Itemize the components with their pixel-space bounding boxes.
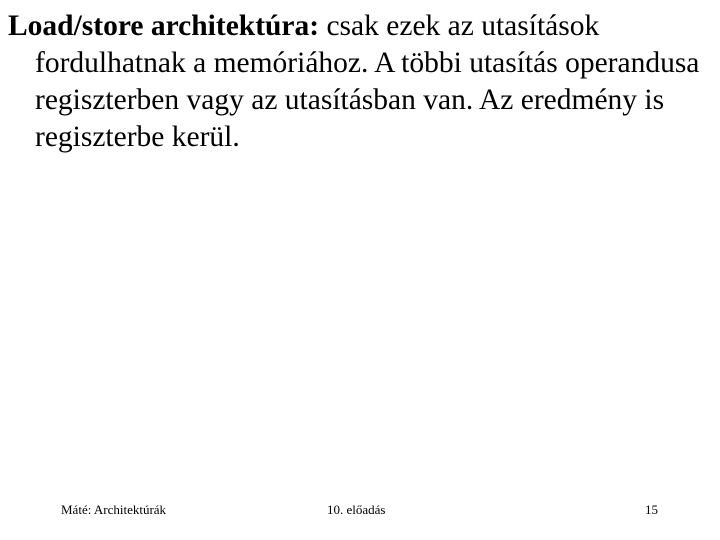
definition-paragraph — [8, 8, 708, 156]
definition-text: csak ezek az utasítások fordulhatnak a memóriához. A többi utasítás operandusa regiszterben vagy az utasításban van. Az eredmény is regiszterbe kerül. — [35, 10, 700, 153]
page-number: 15 — [645, 502, 658, 517]
slide-body — [8, 8, 708, 156]
footer-author-course: Máté: Architektúrák — [61, 502, 167, 517]
footer-lecture: 10. előadás — [327, 502, 386, 517]
definition-term: Load/store architektúra: — [8, 10, 320, 42]
